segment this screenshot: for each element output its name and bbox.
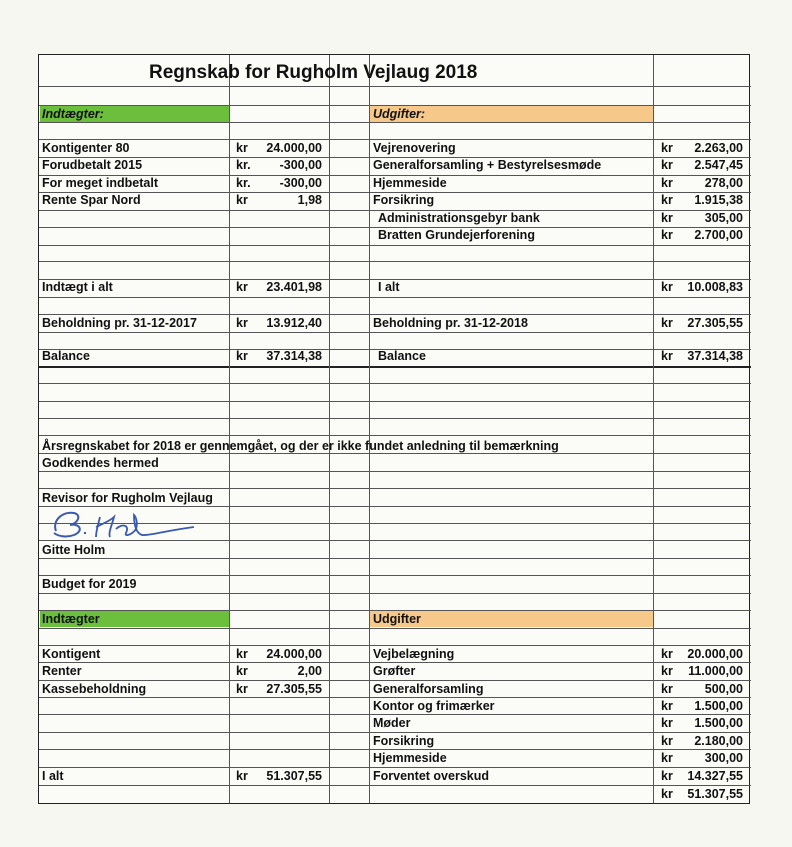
expense-total-label: I alt: [378, 280, 400, 294]
expense-amount: 305,00: [704, 211, 743, 225]
balance-left-label: Balance: [42, 349, 90, 363]
budget-expense-currency: kr: [661, 769, 673, 783]
income-total-label: Indtægt i alt: [42, 280, 113, 294]
budget-expense-currency: kr: [661, 716, 673, 730]
budget-expense-label: Vejbelægning: [373, 647, 455, 661]
expense-amount: 2.547,45: [694, 158, 743, 172]
income-currency: kr.: [236, 176, 251, 190]
income-amount: 1,98: [297, 193, 322, 207]
balance-right-amount: 37.314,38: [687, 349, 743, 363]
budget-income-amount: 2,00: [297, 664, 322, 678]
expense-label: Bratten Grundejerforening: [378, 228, 535, 242]
budget-income-currency: kr: [236, 682, 248, 696]
audit-statement: Årsregnskabet for 2018 er gennemgået, og der er ikke fundet anledning til bemærkning: [42, 439, 559, 453]
income-currency: kr: [236, 193, 248, 207]
expense-label: Vejrenovering: [373, 141, 456, 155]
holding-right-label: Beholdning pr. 31-12-2018: [373, 316, 528, 330]
budget-expense-amount: 1.500,00: [694, 716, 743, 730]
budget-expense-amount: 2.180,00: [694, 734, 743, 748]
budget-expense-amount: 1.500,00: [694, 699, 743, 713]
budget-income-total-currency: kr: [236, 769, 248, 783]
budget-expense-label: Forventet overskud: [373, 769, 490, 783]
approved-text: Godkendes hermed: [42, 456, 159, 470]
budget-expense-amount: 500,00: [704, 682, 743, 696]
budget-income-total-amount: 51.307,55: [266, 769, 322, 783]
income-amount: 24.000,00: [266, 141, 322, 155]
balance-left-currency: kr: [236, 349, 248, 363]
budget-income-header: Indtægter: [42, 612, 100, 626]
budget-expense-label: Møder: [373, 716, 411, 730]
budget-expense-label: Kontor og frimærker: [373, 699, 495, 713]
budget-title: Budget for 2019: [42, 577, 137, 591]
budget-expense-amount: 14.327,55: [687, 769, 743, 783]
budget-expense-currency: kr: [661, 734, 673, 748]
budget-income-currency: kr: [236, 664, 248, 678]
budget-expense-label: Hjemmeside: [373, 751, 447, 765]
budget-income-label: Kontigent: [42, 647, 101, 661]
budget-income-total-label: I alt: [42, 769, 64, 783]
expense-currency: kr: [661, 211, 673, 225]
holding-right-currency: kr: [661, 316, 673, 330]
income-amount: -300,00: [279, 158, 322, 172]
income-label: Forudbetalt 2015: [42, 158, 143, 172]
budget-expense-currency: kr: [661, 664, 673, 678]
auditor-name: Gitte Holm: [42, 543, 106, 557]
income-currency: kr: [236, 141, 248, 155]
expense-label: Forsikring: [373, 193, 435, 207]
budget-expense-header: Udgifter: [373, 612, 421, 626]
income-currency: kr.: [236, 158, 251, 172]
expense-currency: kr: [661, 141, 673, 155]
budget-expense-label: Generalforsamling: [373, 682, 484, 696]
budget-expense-amount: 20.000,00: [687, 647, 743, 661]
expense-currency: kr: [661, 158, 673, 172]
expense-label: Hjemmeside: [373, 176, 447, 190]
signature-image: [44, 507, 214, 543]
expense-currency: kr: [661, 228, 673, 242]
budget-expense-label: Forsikring: [373, 734, 435, 748]
budget-expense-currency: kr: [661, 699, 673, 713]
holding-left-label: Beholdning pr. 31-12-2017: [42, 316, 197, 330]
balance-right-label: Balance: [378, 349, 426, 363]
budget-income-label: Renter: [42, 664, 82, 678]
auditor-title: Revisor for Rugholm Vejlaug: [42, 491, 213, 505]
budget-income-label: Kassebeholdning: [42, 682, 147, 696]
accounts-sheet: [38, 54, 750, 804]
budget-income-currency: kr: [236, 647, 248, 661]
expense-currency: kr: [661, 176, 673, 190]
income-label: Rente Spar Nord: [42, 193, 141, 207]
budget-expense-currency: kr: [661, 682, 673, 696]
page-title: Regnskab for Rugholm Vejlaug 2018: [149, 62, 478, 83]
balance-right-currency: kr: [661, 349, 673, 363]
budget-expense-amount: 300,00: [704, 751, 743, 765]
expense-label: Administrationsgebyr bank: [378, 211, 540, 225]
income-label: For meget indbetalt: [42, 176, 158, 190]
income-label: Kontigenter 80: [42, 141, 130, 155]
expense-currency: kr: [661, 193, 673, 207]
expense-label: Generalforsamling + Bestyrelsesmøde: [373, 158, 602, 172]
budget-expense-total-amount: 51.307,55: [687, 787, 743, 801]
budget-expense-total-currency: kr: [661, 787, 673, 801]
holding-right-amount: 27.305,55: [687, 316, 743, 330]
expense-total-amount: 10.008,83: [687, 280, 743, 294]
budget-expense-amount: 11.000,00: [688, 664, 743, 678]
income-total-amount: 23.401,98: [266, 280, 322, 294]
expense-amount: 2.700,00: [694, 228, 743, 242]
budget-expense-currency: kr: [661, 647, 673, 661]
budget-income-amount: 24.000,00: [266, 647, 322, 661]
budget-expense-label: Grøfter: [373, 664, 416, 678]
expense-amount: 278,00: [704, 176, 743, 190]
expense-amount: 2.263,00: [694, 141, 743, 155]
income-total-currency: kr: [236, 280, 248, 294]
holding-left-amount: 13.912,40: [266, 316, 322, 330]
income-header: Indtægter:: [42, 107, 104, 121]
expense-header: Udgifter:: [373, 107, 426, 121]
holding-left-currency: kr: [236, 316, 248, 330]
budget-income-amount: 27.305,55: [266, 682, 322, 696]
balance-left-amount: 37.314,38: [266, 349, 322, 363]
expense-amount: 1.915,38: [694, 193, 743, 207]
expense-total-currency: kr: [661, 280, 673, 294]
income-amount: -300,00: [279, 176, 322, 190]
budget-expense-currency: kr: [661, 751, 673, 765]
